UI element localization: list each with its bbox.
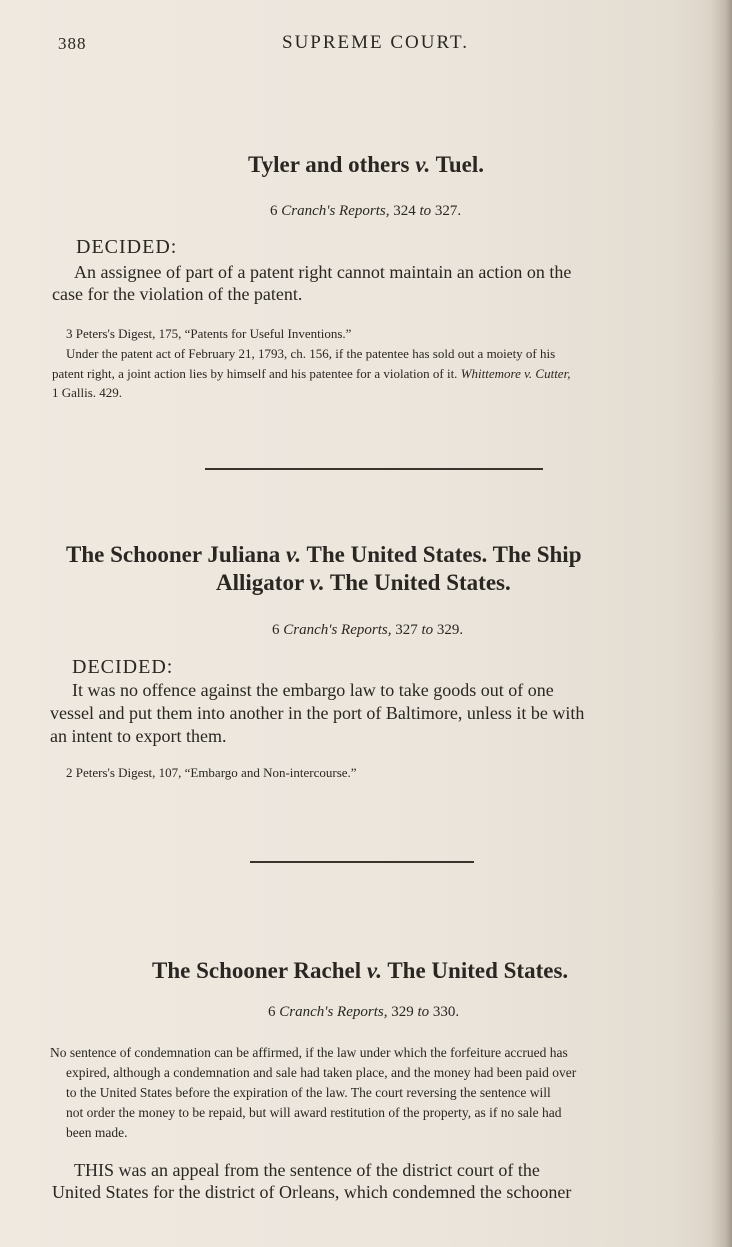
section-divider: [250, 861, 474, 863]
note-line: 1 Gallis. 429.: [52, 385, 123, 400]
note-line: [52, 364, 570, 383]
citation-tyler: [270, 203, 461, 220]
holding-line: An assignee of part of a patent right cannot maintain an action on the: [74, 262, 572, 282]
holding-line: an intent to export them.: [50, 726, 227, 746]
syllabus-line: to the United States before the expiration of the law. The court reversing the sentence will: [66, 1085, 551, 1100]
digest-reference: 3 Peters's Digest, 175, “Patents for Useful Inventions.”: [66, 326, 352, 341]
citation-range: 327 to 329.: [395, 622, 464, 638]
opinion-line: United States for the district of Orleans, which condemned the schooner: [52, 1182, 572, 1202]
syllabus-line: not order the money to be repaid, but will award restitution of the property, as if no sale had: [66, 1105, 562, 1120]
running-title: SUPREME COURT.: [282, 32, 469, 53]
citation-volume: 6: [268, 1004, 276, 1020]
syllabus-line: expired, although a condemnation and sale had taken place, and the money had been paid over: [66, 1065, 577, 1080]
note-text: patent right, a joint action lies by himself and his patentee for a violation of it.: [52, 366, 458, 381]
citation-reporter: Cranch's Reports,: [283, 622, 392, 638]
section-divider: [205, 468, 543, 470]
page-number: 388: [58, 34, 87, 53]
citation-reporter: Cranch's Reports,: [281, 203, 390, 219]
citation-volume: 6: [270, 203, 278, 219]
page-edge-shadow: [710, 0, 732, 1247]
citation-volume: 6: [272, 622, 280, 638]
decided-label: DECIDED:: [76, 236, 178, 258]
holding-line: case for the violation of the patent.: [52, 284, 303, 304]
syllabus-line: been made.: [66, 1125, 128, 1140]
citation-juliana: [272, 622, 463, 639]
decided-label: DECIDED:: [72, 656, 174, 678]
citation-rachel: [268, 1004, 459, 1021]
note-line: Under the patent act of February 21, 1793, ch. 156, if the patentee has sold out a moiety of his: [66, 346, 556, 361]
citation-range: 324 to 327.: [393, 203, 462, 219]
case-title-juliana: The Schooner Juliana v. The United States. The Ship: [66, 542, 582, 567]
case-title-juliana-cont: Alligator v. The United States.: [216, 570, 511, 595]
syllabus-line: No sentence of condemnation can be affirmed, if the law under which the forfeiture accrued has: [50, 1045, 568, 1060]
case-title-tyler: Tyler and others v. Tuel.: [248, 152, 485, 177]
citation-range: 329 to 330.: [391, 1004, 460, 1020]
digest-reference: 2 Peters's Digest, 107, “Embargo and Non-intercourse.”: [66, 765, 357, 780]
holding-line: It was no offence against the embargo law to take goods out of one: [72, 680, 554, 700]
cited-case: Whittemore v. Cutter,: [460, 366, 571, 381]
holding-line: vessel and put them into another in the port of Baltimore, unless it be with: [50, 703, 585, 723]
opinion-line: THIS was an appeal from the sentence of the district court of the: [74, 1160, 540, 1180]
citation-reporter: Cranch's Reports,: [279, 1004, 388, 1020]
case-title-rachel: The Schooner Rachel v. The United States.: [152, 958, 569, 983]
